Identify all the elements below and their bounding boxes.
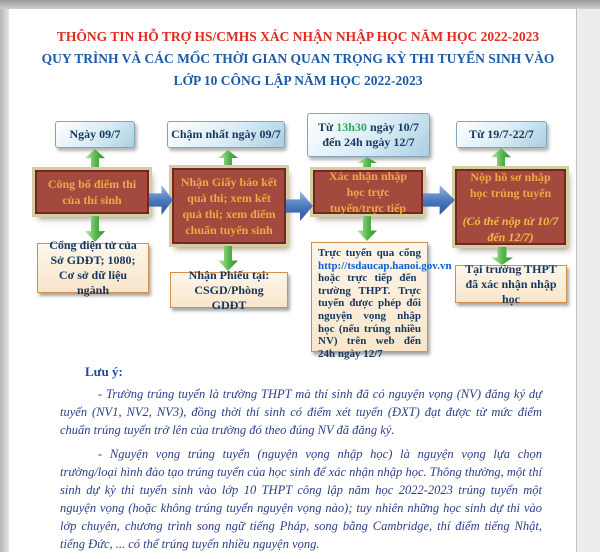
- step-box-3-label: Xác nhận nhập học trực tuyến/trực tiếp: [328, 169, 408, 215]
- tsdaucap-link[interactable]: http://tsdaucap.hanoi.gov.vn: [318, 259, 452, 272]
- step-box-2: [172, 168, 286, 244]
- title-line-1: THÔNG TIN HỖ TRỢ HS/CMHS XÁC NHẬN NHẬP HỌC NĂM HỌC 2022-2023: [56, 29, 540, 44]
- date-box-1: [55, 121, 135, 148]
- date-box-1-label: Ngày 09/7: [69, 127, 121, 141]
- info-box-2-line1: Nhận Phiếu tại:: [188, 267, 270, 282]
- date-box-4-label: Từ 19/7-22/7: [469, 127, 534, 141]
- page-edge-top: [0, 0, 600, 9]
- info-box-4-label: Tại trường THPT đã xác nhận nhập học: [465, 261, 557, 306]
- date-box-3-time: 13h30: [336, 120, 367, 134]
- step-box-1: [35, 170, 149, 214]
- page-title: [20, 26, 576, 92]
- step-box-2-label: Nhận Giấy báo kết quả thi; xem kết quả thi; xem điểm chuẩn tuyển sinh: [180, 175, 278, 237]
- step-box-4: [455, 169, 566, 245]
- green-up-arrow-4: [491, 148, 511, 170]
- page-edge-right: [576, 9, 600, 552]
- info-box-1-label: Cổng điện tử của Sở GDĐT; 1080; Cơ sở dữ liệu ngành: [49, 238, 137, 297]
- blue-right-arrow-3: [423, 185, 455, 215]
- date-box-4: [456, 121, 547, 148]
- step-box-4-label: Nộp hồ sơ nhập học trúng tuyển: [469, 170, 552, 200]
- info-box-1: [37, 238, 149, 297]
- blue-right-arrow-2: [286, 191, 313, 221]
- notes-paragraph-1: - Trường trúng tuyển là trường THPT mà thí sinh đã có nguyện vọng (NV) đăng ký dự tuyển (NV1, NV2, NV3), đồng thời thí sinh có điểm xét tuyển (ĐXT) đạt được từ mức điểm chuẩn trúng tuyển trở lên của trường đó theo đúng NV đã đăng ký.: [60, 387, 542, 437]
- step-box-4-note: (Có thể nộp từ 10/7 đến 12/7): [462, 214, 559, 244]
- green-up-arrow-2: [218, 150, 238, 169]
- title-line-2: QUY TRÌNH VÀ CÁC MỐC THỜI GIAN QUAN TRỌNG KỲ THI TUYỂN SINH VÀO: [41, 51, 555, 66]
- info-box-3: [311, 242, 452, 360]
- date-box-2: [167, 121, 285, 148]
- info-box-2-line2: CSGD/Phòng GDĐT: [194, 282, 264, 312]
- info-box-3-text: Trực tuyến qua cổng http://tsdaucap.hanoi.gov.vn hoặc trực tiếp đến trường THPT. Trực tuyến được phép đổi nguyện vọng nhập học (nếu trúng nhiều NV) trên web đến 24h ngày 12/7: [318, 247, 452, 360]
- date-box-3: [307, 113, 430, 157]
- notes-heading: Lưu ý:: [85, 364, 123, 379]
- step-box-1-label: Công bố điểm thi của thí sinh: [47, 177, 137, 207]
- blue-right-arrow-1: [149, 185, 173, 215]
- date-box-3-label: Từ 13h30 ngày 10/7 đến 24h ngày 12/7: [318, 120, 419, 149]
- green-up-arrow-1: [85, 149, 105, 171]
- notes-paragraph-2: - Nguyện vọng trúng tuyển (nguyện vọng nhập học) là nguyện vọng lựa chọn trường/loại hình đào tạo trúng tuyển của học sinh để xác nhận nhập học. Thông thường, một thí sinh dự kỳ thi tuyển sinh vào lớp 10 THPT công lập năm học 2022-2023 trúng tuyển một nguyện vọng (hoặc không trúng tuyển nguyện vọng nào); tuy nhiên những học sinh dự thi vào lớp chuyên, chương trình song ngữ tiếng Pháp, song bằng Cambridge, thí điểm tiếng Nhật, tiếng Đức, ... có thể trúng tuyển nhiều nguyện vọng.: [60, 447, 542, 551]
- page-edge-left: [0, 9, 9, 552]
- info-box-2: [170, 267, 288, 312]
- green-down-arrow-3: [357, 216, 377, 241]
- title-line-3: LỚP 10 CÔNG LẬP NĂM HỌC 2022-2023: [173, 73, 423, 88]
- date-box-2-label: Chậm nhất ngày 09/7: [171, 127, 281, 141]
- info-box-4: [455, 261, 567, 306]
- notes-section: [60, 385, 542, 559]
- step-box-3: [313, 170, 423, 214]
